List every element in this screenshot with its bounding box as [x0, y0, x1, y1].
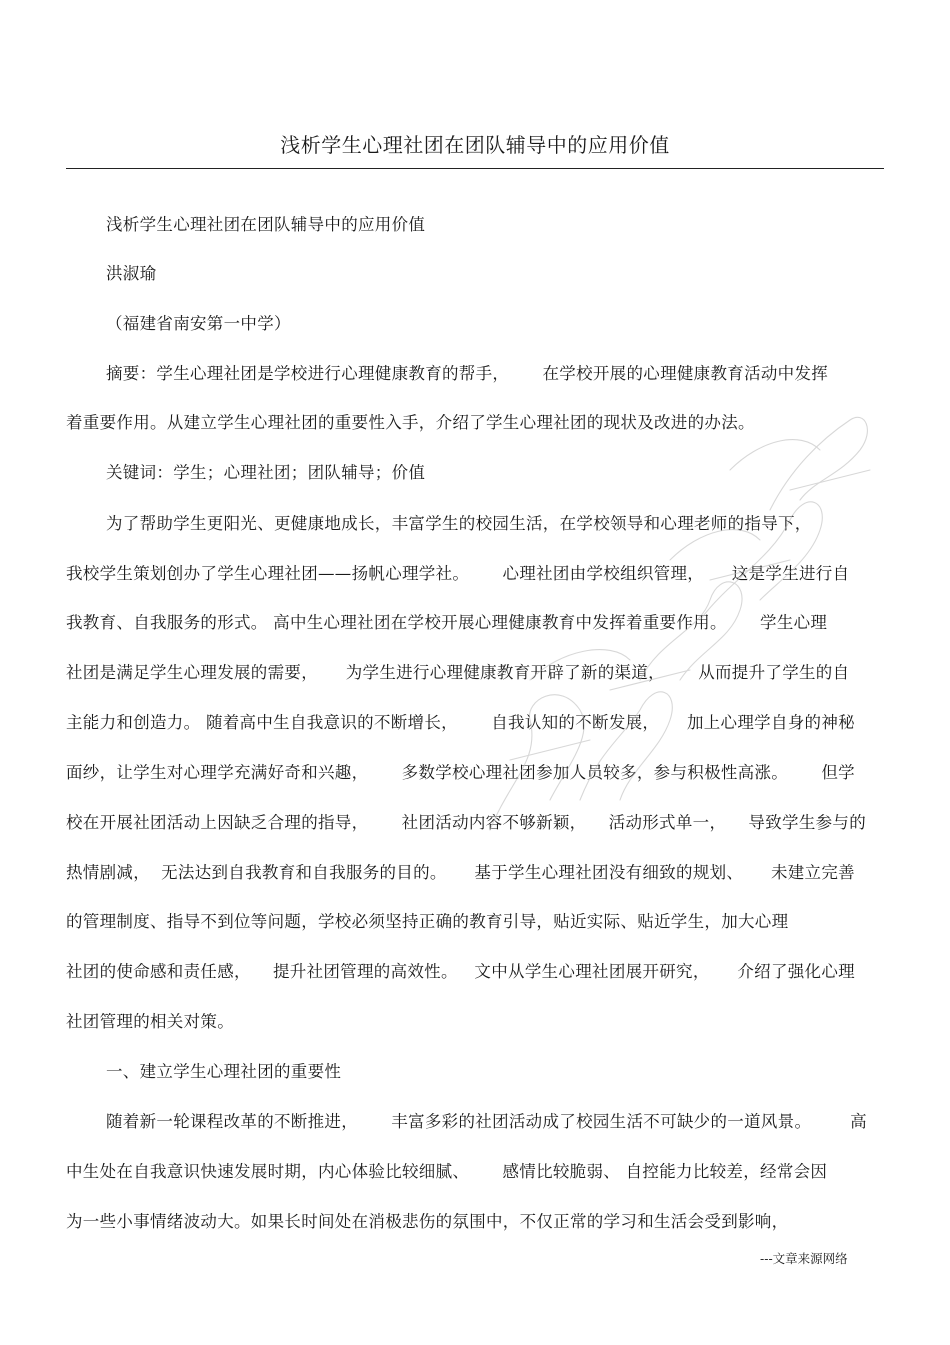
article-heading: 浅析学生心理社团在团队辅导中的应用价值 — [106, 215, 426, 234]
abstract-line-2: 着重要作用。从建立学生心理社团的重要性入手，介绍了学生心理社团的现状及改进的办法。 — [66, 413, 755, 432]
body-line: 的管理制度、指导不到位等问题，学校必须坚持正确的教育引导，贴近实际、贴近学生，加大心理 — [66, 912, 789, 931]
body-line: 主能力和创造力。 随着高中生自我意识的不断增长， 自我认知的不断发展， 加上心理学自身的神秘 — [66, 713, 855, 732]
abstract-line-1: 摘要：学生心理社团是学校进行心理健康教育的帮手， 在学校开展的心理健康教育活动中发挥 — [106, 364, 829, 383]
body-line: 社团是满足学生心理发展的需要， 为学生进行心理健康教育开辟了新的渠道， 从而提升了学生的自 — [66, 663, 850, 682]
body-line: 中生处在自我意识快速发展时期，内心体验比较细腻、 感情比较脆弱、 自控能力比较差，经常会因 — [66, 1162, 828, 1181]
body-line: 我教育、自我服务的形式。 高中生心理社团在学校开展心理健康教育中发挥着重要作用。 学生心理 — [66, 613, 828, 632]
body-line: 我校学生策划创办了学生心理社团——扬帆心理学社。 心理社团由学校组织管理， 这是学生进行自 — [66, 564, 850, 583]
page-title: 浅析学生心理社团在团队辅导中的应用价值 — [280, 133, 670, 157]
body-line: 随着新一轮课程改革的不断推进， 丰富多彩的社团活动成了校园生活不可缺少的一道风景。 高 — [106, 1112, 867, 1131]
body-line: 为了帮助学生更阳光、更健康地成长，丰富学生的校园生活，在学校领导和心理老师的指导下， — [106, 514, 812, 533]
body-line: 社团的使命感和责任感， 提升社团管理的高效性。 文中从学生心理社团展开研究， 介绍了强化心理 — [66, 962, 855, 981]
author-name: 洪淑瑜 — [106, 264, 157, 283]
title-divider — [66, 168, 884, 169]
keywords-line: 关键词：学生；心理社团；团队辅导；价值 — [106, 463, 426, 482]
author-affiliation: （福建省南安第一中学） — [106, 314, 291, 333]
section-heading: 一、建立学生心理社团的重要性 — [106, 1062, 342, 1081]
body-line: 热情剧减， 无法达到自我教育和自我服务的目的。 基于学生心理社团没有细致的规划、 未建立完善 — [66, 863, 855, 882]
source-note: ---文章来源网络 — [760, 1251, 848, 1266]
body-line: 校在开展社团活动上因缺乏合理的指导， 社团活动内容不够新颖， 活动形式单一， 导致学生参与的 — [66, 813, 867, 832]
body-line: 面纱，让学生对心理学充满好奇和兴趣， 多数学校心理社团参加人员较多，参与积极性高涨。 但学 — [66, 763, 855, 782]
body-line: 社团管理的相关对策。 — [66, 1012, 234, 1031]
body-line: 为一些小事情绪波动大。如果长时间处在消极悲伤的氛围中，不仅正常的学习和生活会受到影响， — [66, 1212, 789, 1231]
